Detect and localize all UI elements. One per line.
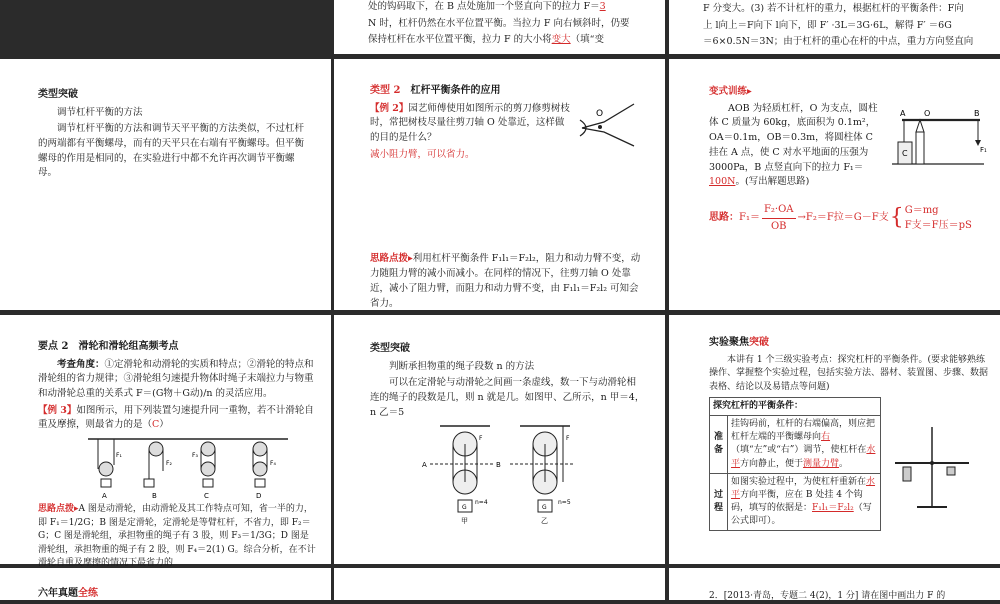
row-label: 准备	[710, 416, 728, 473]
question-text: 2．[2013·青岛，专题二 4(2)，1 分] 请在图中画出力 F 的	[709, 591, 946, 601]
example-answer: 减小阻力臂，可以省力。	[370, 148, 475, 160]
row-label: 过程	[710, 473, 728, 530]
option-c-label: C	[204, 492, 209, 501]
tip-tag: 思路点拨▸	[370, 253, 413, 265]
slide-lever-application	[334, 59, 665, 310]
text: 方向静止，便于	[740, 458, 804, 469]
pulley-system-figure	[420, 422, 590, 526]
text-line	[368, 33, 651, 48]
formula-part: →F₂＝F拉＝G－F支	[797, 212, 889, 224]
force-label: F₂	[166, 460, 172, 468]
example-text: 园艺师傅使用如图所示的剪刀修剪树枝时，常把树枝尽量往剪刀轴 O 处靠近，这样做的目的是什么？	[370, 102, 570, 143]
section-heading	[370, 83, 645, 99]
force-label: F₁	[116, 452, 122, 460]
answer-blank: 水平	[731, 445, 876, 469]
think-tag: 思路：	[709, 212, 739, 224]
focus-text: ①定滑轮和动滑轮的实质和特点；②滑轮的特点和滑轮组的省力规律；③滑轮组匀速提升物体时绳子末端拉力与物重和动滑轮总重的关系式 F＝(G物＋G动)/n 的灵活应用。	[38, 358, 314, 399]
text-line: ＝6×0.5N＝3N；由于杠杆的重心在杆的中点，重力方向竖直向	[703, 36, 974, 48]
formula-part: F支＝F压＝pS	[904, 220, 972, 232]
line-a-label: A	[422, 461, 427, 470]
pulley-options-figure	[88, 435, 288, 501]
force-label: F₁	[980, 145, 987, 154]
pulley-a	[98, 439, 114, 487]
n-label: n=5	[558, 499, 571, 507]
force-label: F	[566, 435, 570, 443]
example-tag: 【例 2】	[370, 102, 409, 114]
brace-content	[905, 203, 972, 234]
slide-pulley-keypoints	[0, 315, 331, 569]
answer-blank: 变大	[551, 34, 571, 46]
slide-bottom-right	[669, 568, 1000, 600]
n-label: n=4	[475, 499, 488, 507]
point-b-label: B	[974, 108, 980, 118]
variant-body	[709, 102, 884, 190]
scissors-figure	[578, 102, 638, 152]
slide-variant-training	[669, 59, 1000, 310]
slide-top-middle	[334, 0, 665, 54]
heading-accent: 突破	[749, 337, 769, 348]
row-content	[728, 416, 881, 473]
formula-part: F₁＝	[739, 212, 760, 224]
sub-heading: 调节杠杆平衡的方法	[57, 106, 143, 118]
slide-lever-method	[0, 59, 331, 310]
focus-tag: 考查角度：	[57, 358, 105, 370]
intro-text: 本讲有 1 个三级实验考点：探究杠杆的平衡条件。(要求能够熟练操作、掌握整个实验过程，包括实验方法、器材、装置图、步骤、数据表格、结论以及易错点等问题)	[709, 354, 989, 393]
cylinder-label: C	[902, 148, 908, 158]
text: ）	[159, 419, 169, 431]
denominator: OB	[770, 220, 787, 232]
weight-label: G	[542, 504, 547, 512]
text: （写公式即可）。	[731, 502, 872, 526]
text: 如图实验过程中，为使杠杆重新在	[731, 476, 867, 487]
figure-yi-label: 乙	[541, 517, 548, 526]
pivot-label: O	[596, 108, 604, 119]
section-heading: 类型突破	[370, 343, 410, 354]
fraction	[762, 202, 796, 234]
text: 处的钩码取下，在 B 点处施加一个竖直向下的拉力 F＝	[368, 1, 600, 12]
example-answer: C	[152, 419, 160, 431]
force-label: F₄	[270, 460, 276, 468]
text: 挂钩码前，杠杆的右端偏高，则应把杠杆左端的平衡螺母向	[731, 419, 876, 443]
force-label: F₃	[192, 452, 198, 460]
slide-bottom-middle	[334, 568, 665, 600]
option-a-label: A	[102, 492, 107, 501]
row-content	[728, 473, 881, 530]
experiment-table	[709, 397, 881, 530]
type-tag: 类型 2	[370, 85, 401, 96]
text: 。	[839, 458, 849, 469]
lever-figure	[890, 102, 986, 172]
text: 。(写出解题思路)	[735, 176, 810, 188]
text: AOB 为轻质杠杆，O 为支点，圆柱体 C 质量为 60kg，底面积为 0.1m²，OA＝0.1m，OB＝0.3m，将圆柱体 C 挂在 A 点，使 C 对水平地面的压强为 3000Pa，B 点竖直向下的拉力 F₁＝	[709, 102, 878, 173]
heading-text: 实验聚焦	[709, 337, 749, 348]
option-b-label: B	[152, 492, 157, 501]
body-text: 可以在定滑轮与动滑轮之间画一条虚线，数一下与动滑轮相连的绳子的段数是几，则 n 就是几。如图甲、乙所示，n 甲＝4，n 乙＝5	[370, 377, 645, 418]
slide-bottom-left	[0, 568, 331, 600]
answer-blank: 100N	[709, 176, 736, 188]
table-title: 探究杠杆的平衡条件：	[710, 398, 881, 416]
text: 保持杠杆在水平位置平衡，拉力 F 的大小将	[368, 34, 552, 46]
slide-experiment-focus	[669, 315, 1000, 564]
answer-blank: 右	[821, 432, 831, 443]
pulley-b	[144, 442, 163, 487]
body-text: 调节杠杆平衡的方法和调节天平平衡的方法类似，不过杠杆的两端都有平衡螺母，而有的天平只在右端有平衡螺母。但平衡螺母的作用是相同的，在实验进行中都不允许再次调节平衡螺母。	[38, 123, 305, 179]
option-d-label: D	[256, 492, 262, 501]
example-tag: 【例 3】	[38, 404, 77, 416]
text-line	[368, 0, 651, 15]
line-b-label: B	[496, 461, 501, 470]
text-line: 上 l向上＝F向下 l向下，即 F′ ·3L＝3G·6L，解得 F′ ＝6G	[703, 19, 952, 31]
tip-tag: 思路点拨▸	[38, 504, 79, 515]
formula-part: G＝mg	[904, 204, 939, 216]
brace: {	[889, 205, 904, 231]
text: 方向平衡，应在 B 处挂 4 个钩码，填写的依据是：	[731, 489, 863, 513]
answer-blank: 测量力臂	[803, 458, 840, 469]
answer-blank: 3	[599, 1, 606, 12]
force-label: F	[479, 435, 483, 443]
example-text: 如图所示，用下列装置匀速提升同一重物，若不计滑轮自重及摩擦，则最省力的是（	[38, 404, 314, 431]
answer-blank: F₁l₁＝F₂l₂	[812, 502, 854, 513]
pulley-d	[253, 442, 267, 487]
weight-label: G	[462, 504, 467, 512]
heading-text: 六年真题	[38, 588, 78, 599]
table-row	[710, 473, 881, 530]
slide-rope-count-method	[334, 315, 665, 564]
point-a-label: A	[900, 108, 906, 118]
slide-top-right	[669, 0, 1000, 54]
heading-text: 杠杆平衡条件的应用	[410, 85, 501, 96]
section-heading: 类型突破	[38, 89, 78, 100]
point-o-label: O	[924, 108, 931, 118]
text-line: N 时，杠杆仍然在水平位置平衡。当拉力 F 向右倾斜时，仍要	[368, 17, 630, 29]
lever-experiment-figure	[887, 397, 977, 517]
text: （填“变	[570, 34, 605, 46]
text-line: F 分变大。(3) 若不计杠杆的重力，根据杠杆的平衡条件：F向	[703, 3, 964, 14]
solution-path	[709, 202, 986, 234]
example-block	[370, 102, 570, 165]
variant-tag: 变式训练▸	[709, 86, 752, 97]
numerator: F₂·OA	[762, 202, 796, 219]
sub-heading: 判断承担物重的绳子段数 n 的方法	[389, 360, 535, 372]
pulley-c	[201, 442, 215, 487]
text: （填“左”或“右”）调节，使杠杆在	[731, 445, 867, 456]
tip-text: A 图是动滑轮，由动滑轮及其工作特点可知，省一半的力，即 F₁＝1/2G；B 图是定滑轮，定滑轮是等臂杠杆，不省力，即 F₂＝G；C 图是滑轮组，承担物重的绳子有 3 股，则 F₃＝1/3G；D 图是滑轮组，承担物重的绳子有 2 股，则 F₄＝2(1) G。综合分析，在不计滑轮自重及摩擦的情况下最省力的	[38, 504, 316, 569]
answer-blank: 水平	[731, 476, 876, 500]
figure-jia-label: 甲	[461, 517, 468, 526]
section-heading: 要点 2 滑轮和滑轮组高频考点	[38, 341, 179, 352]
tip-text: 利用杠杆平衡条件 F₁l₁＝F₂l₂，阻力和动力臂不变，动力随阻力臂的减小而减小。在同样的情况下，往剪刀轴 O 处靠近，减小了阻力臂，而阻力和动力臂不变，由 F₁l₁＝F₂l₂ 可知会省力。	[370, 253, 641, 309]
heading-accent: 全练	[78, 588, 98, 599]
table-row	[710, 416, 881, 473]
